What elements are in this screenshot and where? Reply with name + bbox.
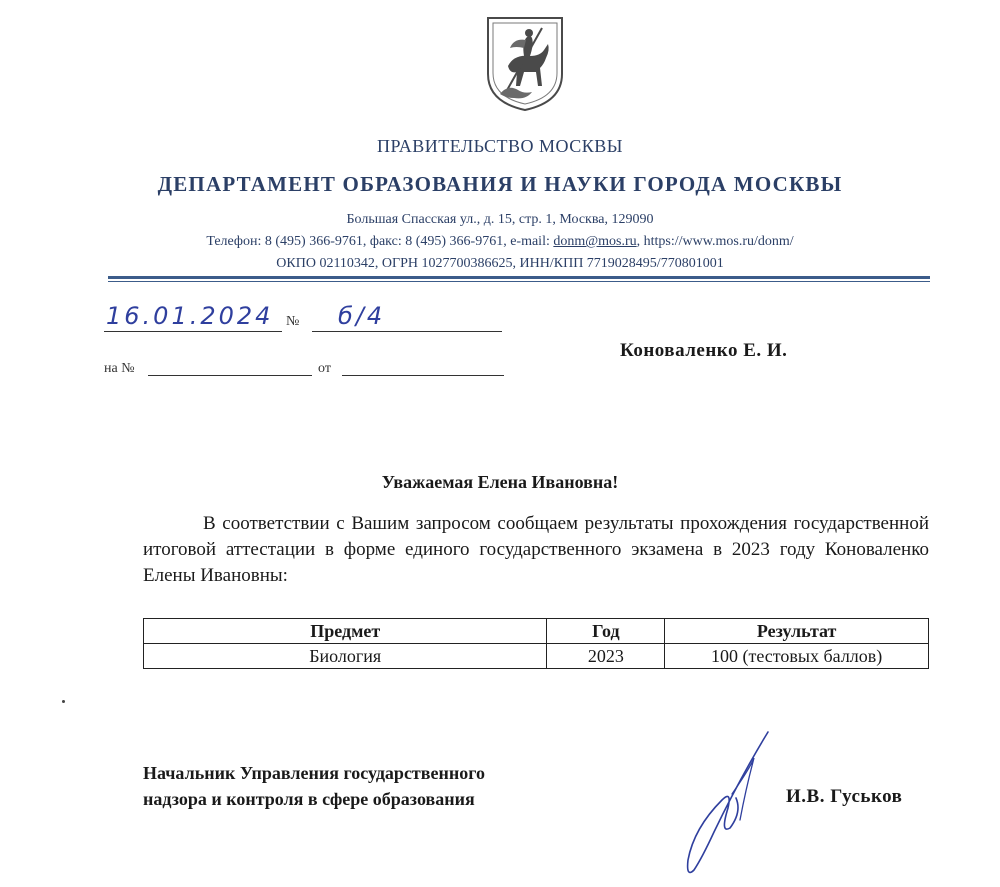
reference-underline — [148, 375, 312, 376]
handwritten-signature — [670, 728, 780, 878]
from-underline — [342, 375, 504, 376]
number-sign: № — [286, 314, 300, 329]
department-contacts — [0, 234, 1000, 250]
department-registry: ОКПО 02110342, ОГРН 1027700386625, ИНН/КПП 7719028495/770801001 — [276, 256, 724, 271]
stray-dot — [62, 700, 65, 703]
from-label: от — [318, 361, 331, 376]
reference-label: на № — [104, 361, 135, 376]
cell-year: 2023 — [547, 644, 665, 669]
number-underline — [312, 331, 502, 332]
contacts-suffix: , https://www.mos.ru/donm/ — [636, 234, 794, 249]
contacts-prefix: Телефон: 8 (495) 366-9761, факс: 8 (495) 366-9761, e-mail: — [206, 234, 554, 249]
header-divider-thin — [108, 281, 930, 282]
department-title: ДЕПАРТАМЕНТ ОБРАЗОВАНИЯ И НАУКИ ГОРОДА МОСКВЫ — [157, 172, 843, 196]
signer-position — [143, 760, 485, 812]
signer-name: И.В. Гуськов — [786, 786, 903, 807]
position-line-1: Начальник Управления государственного — [143, 763, 485, 783]
results-table — [143, 618, 929, 669]
government-title: ПРАВИТЕЛЬСТВО МОСКВЫ — [376, 136, 623, 156]
handwritten-number: б/4 — [338, 302, 386, 330]
addressee: Коноваленко Е. И. — [620, 340, 788, 361]
greeting: Уважаемая Елена Ивановна! — [381, 472, 619, 492]
header-subject: Предмет — [144, 619, 547, 644]
table-header-row — [144, 619, 929, 644]
letter-body: В соответствии с Вашим запросом сообщаем результаты прохождения государственной итоговой аттестации в форме единого государственного экзамена в 2023 году Коноваленко Елены Ивановны: — [143, 513, 929, 586]
handwritten-date: 16.01.2024 — [106, 302, 274, 330]
position-line-2: надзора и контроля в сфере образования — [143, 789, 475, 809]
moscow-coat-of-arms-icon — [484, 14, 566, 114]
email-link[interactable]: donm@mos.ru — [553, 234, 637, 249]
header-divider-thick — [108, 276, 930, 279]
cell-subject: Биология — [144, 644, 547, 669]
header-result: Результат — [665, 619, 929, 644]
cell-result: 100 (тестовых баллов) — [665, 644, 929, 669]
table-row — [144, 644, 929, 669]
department-address: Большая Спасская ул., д. 15, стр. 1, Москва, 129090 — [346, 212, 654, 227]
date-underline — [104, 331, 282, 332]
header-year: Год — [547, 619, 665, 644]
